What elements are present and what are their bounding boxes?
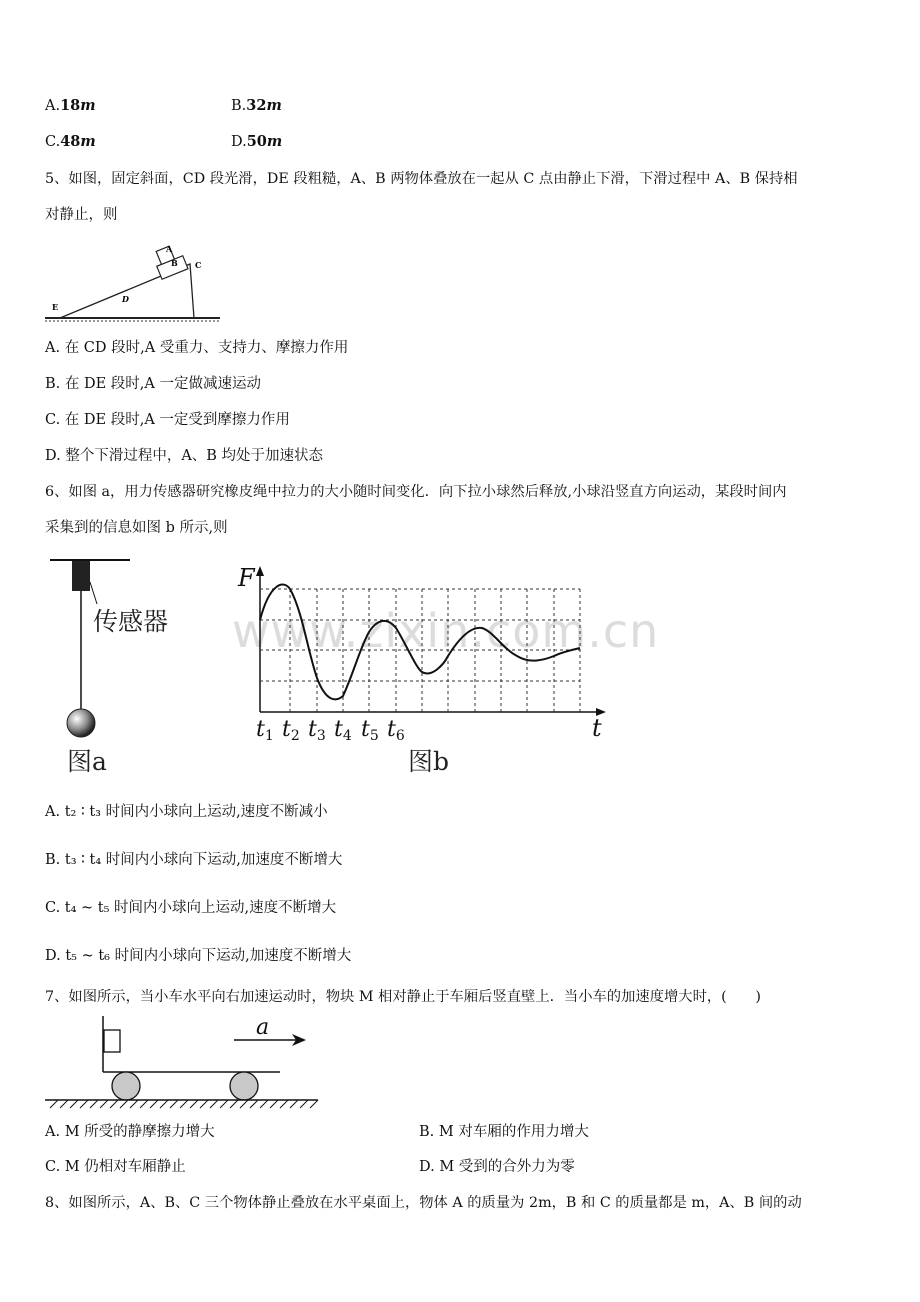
q7-option-c: C. M 仍相对车厢静止 — [45, 1159, 186, 1175]
q5-option-a: A. 在 CD 段时,A 受重力、支持力、摩擦力作用 — [45, 340, 349, 356]
x-axis-label: t — [592, 714, 602, 742]
q8-stem: 8、如图所示，A、B、C 三个物体静止叠放在水平桌面上，物体 A 的质量为 2m，B 和 C 的质量都是 m，A、B 间的动 — [45, 1195, 802, 1211]
q4-option-a: A.18m — [45, 97, 96, 114]
q7-option-d: D. M 受到的合外力为零 — [419, 1159, 575, 1175]
tick-t1: t1 — [256, 717, 274, 744]
q4-option-d: D.50m — [231, 133, 283, 150]
watermark: www.zixin.com.cn — [232, 604, 660, 658]
q5-stem-line2: 对静止，则 — [45, 207, 118, 223]
wheel-right — [230, 1072, 258, 1100]
tick-t5: t5 — [361, 717, 379, 744]
sensor-label: 传感器 — [93, 607, 169, 636]
tick-t2: t2 — [282, 717, 300, 744]
ball — [67, 709, 95, 737]
ground-hatching — [50, 1100, 318, 1108]
sensor-block — [72, 561, 90, 591]
q5-option-c: C. 在 DE 段时,A 一定受到摩擦力作用 — [45, 412, 290, 428]
q6-stem-line1: 6、如图 a，用力传感器研究橡皮绳中拉力的大小随时间变化．向下拉小球然后释放,小球沿竖直方向运动，某段时间内 — [45, 484, 787, 500]
q6-option-b: B. t₃ ∶ t₄ 时间内小球向下运动,加速度不断增大 — [45, 852, 343, 868]
tick-t3: t3 — [308, 717, 326, 744]
q7-cart-figure — [40, 1014, 330, 1114]
figure-a-caption: 图a — [67, 747, 107, 776]
q6-option-c: C. t₄ ~ t₅ 时间内小球向上运动,速度不断增大 — [45, 900, 337, 916]
q5-option-b: B. 在 DE 段时,A 一定做减速运动 — [45, 376, 261, 392]
q4-option-c: C.48m — [45, 133, 96, 150]
y-axis-arrow — [256, 566, 264, 576]
force-curve — [260, 585, 580, 700]
q5-option-d: D. 整个下滑过程中，A、B 均处于加速状态 — [45, 448, 324, 464]
figure-b-caption: 图b — [408, 747, 450, 776]
q7-option-b: B. M 对车厢的作用力增大 — [419, 1124, 589, 1140]
block-m — [104, 1030, 120, 1052]
wheel-left — [112, 1072, 140, 1100]
label-e: E — [52, 302, 59, 312]
tick-t4: t4 — [334, 717, 352, 744]
acceleration-label: a — [256, 1015, 270, 1040]
q7-stem: 7、如图所示，当小车水平向右加速运动时，物块 M 相对静止于车厢后竖直壁上．当小车的加速度增大时，( ) — [45, 989, 761, 1005]
q5-stem-line1: 5、如图，固定斜面，CD 段光滑，DE 段粗糙，A、B 两物体叠放在一起从 C 点由静止下滑，下滑过程中 A、B 保持相 — [45, 171, 798, 187]
q6-figure-b — [232, 560, 622, 780]
sensor-pointer — [90, 582, 97, 604]
label-a: A — [166, 244, 173, 254]
label-d: D — [122, 294, 129, 304]
grid — [260, 589, 580, 712]
label-b: B — [171, 258, 178, 268]
y-axis-label: F — [238, 564, 255, 592]
tick-t6: t6 — [387, 717, 405, 744]
q6-stem-line2: 采集到的信息如图 b 所示,则 — [45, 520, 228, 536]
label-c: C — [195, 260, 202, 270]
q6-figure-a — [45, 552, 195, 782]
q6-option-d: D. t₅ ~ t₆ 时间内小球向下运动,加速度不断增大 — [45, 948, 352, 964]
time-ticks — [256, 717, 405, 744]
q6-option-a: A. t₂ ∶ t₃ 时间内小球向上运动,速度不断减小 — [45, 804, 328, 820]
q4-option-b: B.32m — [231, 97, 282, 114]
q7-option-a: A. M 所受的静摩擦力增大 — [45, 1124, 215, 1140]
q5-incline-figure — [40, 234, 230, 326]
